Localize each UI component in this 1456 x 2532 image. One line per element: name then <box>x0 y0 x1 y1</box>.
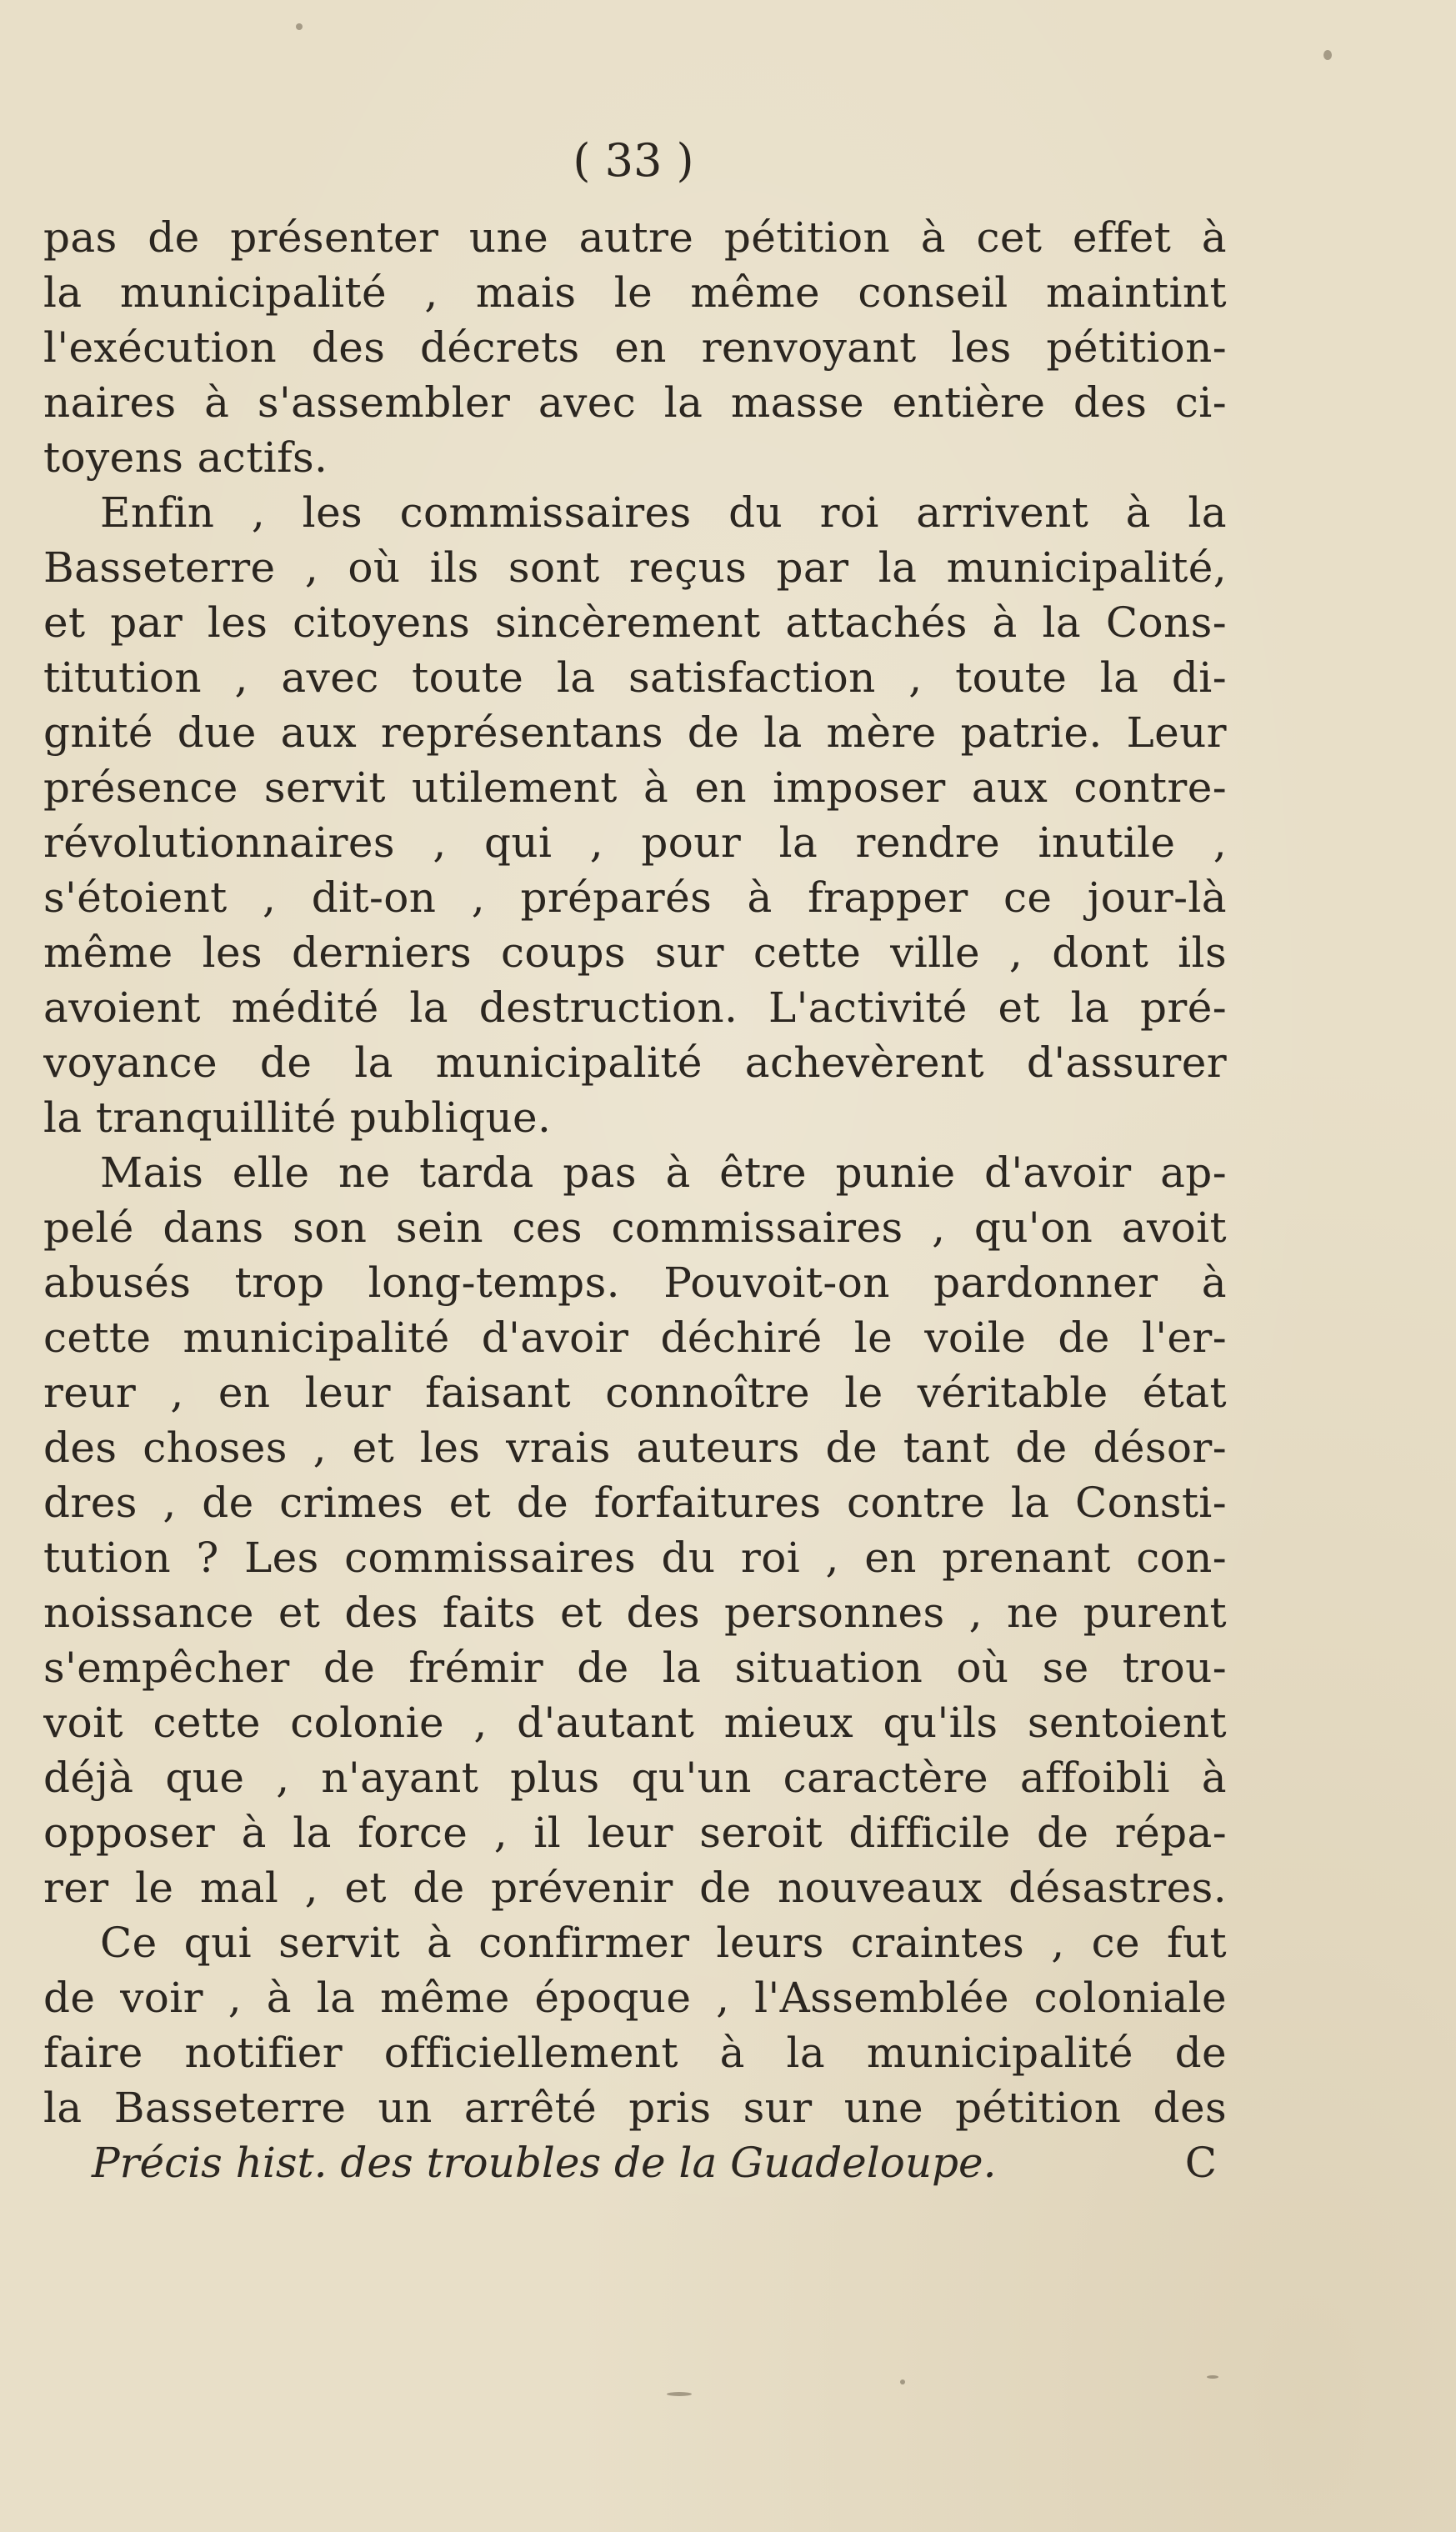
signature-mark: C <box>1184 2139 1217 2187</box>
text-line: déjà que , n'ayant plus qu'un caractère affoibli à <box>43 1754 1227 1802</box>
paper-speck <box>1323 50 1332 60</box>
text-line: abusés trop long-temps. Pouvoit-on pardonner à <box>43 1258 1227 1307</box>
text-line: tution ? Les commissaires du roi , en prenant con- <box>43 1534 1227 1582</box>
paper-speck <box>1207 2375 1218 2379</box>
text-line: cette municipalité d'avoir déchiré le voile de l'er- <box>43 1314 1227 1362</box>
text-line: voyance de la municipalité achevèrent d'assurer <box>43 1038 1227 1087</box>
text-line: la municipalité , mais le même conseil maintint <box>43 268 1227 317</box>
footer-title: Précis hist. des troubles de la Guadeloupe. <box>92 2139 997 2187</box>
text-line: l'exécution des décrets en renvoyant les pétition- <box>43 323 1227 372</box>
text-line: reur , en leur faisant connoître le véritable état <box>43 1369 1227 1417</box>
text-line: s'empêcher de frémir de la situation où se trou- <box>43 1644 1227 1692</box>
text-line: s'étoient , dit-on , préparés à frapper ce jour-là <box>43 873 1227 922</box>
text-line: des choses , et les vrais auteurs de tant de désor- <box>43 1424 1227 1472</box>
text-line: la Basseterre un arrêté pris sur une pétition des <box>43 2084 1227 2132</box>
text-line: naires à s'assembler avec la masse entière des ci- <box>43 378 1227 427</box>
text-line: rer le mal , et de prévenir de nouveaux désastres. <box>43 1864 1227 1912</box>
text-line: Enfin , les commissaires du roi arrivent à la <box>100 488 1227 537</box>
text-line: présence servit utilement à en imposer aux contre- <box>43 763 1227 812</box>
text-line: opposer à la force , il leur seroit difficile de répa- <box>43 1809 1227 1857</box>
text-line: de voir , à la même époque , l'Assemblée coloniale <box>43 1974 1227 2022</box>
running-footer <box>92 2137 1217 2189</box>
text-line: Ce qui servit à confirmer leurs craintes , ce fut <box>100 1919 1227 1967</box>
text-line: et par les citoyens sincèrement attachés à la Cons- <box>43 598 1227 647</box>
text-line: faire notifier officiellement à la municipalité de <box>43 2029 1227 2077</box>
page-number: ( 33 ) <box>573 134 694 187</box>
text-line: gnité due aux représentans de la mère patrie. Leur <box>43 708 1227 757</box>
text-line: toyens actifs. <box>43 433 328 482</box>
text-line: pelé dans son sein ces commissaires , qu'on avoit <box>43 1203 1227 1252</box>
text-line: même les derniers coups sur cette ville , dont ils <box>43 928 1227 977</box>
text-line: Mais elle ne tarda pas à être punie d'avoir ap- <box>100 1148 1227 1197</box>
paper-speck <box>900 2379 905 2384</box>
text-line: la tranquillité publique. <box>43 1093 552 1142</box>
text-line: pas de présenter une autre pétition à cet effet à <box>43 213 1227 262</box>
text-line: titution , avec toute la satisfaction , toute la di- <box>43 653 1227 702</box>
text-line: dres , de crimes et de forfaitures contre la Consti- <box>43 1479 1227 1527</box>
text-line: révolutionnaires , qui , pour la rendre inutile , <box>43 818 1227 867</box>
text-line: voit cette colonie , d'autant mieux qu'ils sentoient <box>43 1699 1227 1747</box>
text-line: avoient médité la destruction. L'activité et la pré- <box>43 983 1227 1032</box>
paper-speck <box>296 23 303 30</box>
text-line: noissance et des faits et des personnes , ne purent <box>43 1589 1227 1637</box>
text-line: Basseterre , où ils sont reçus par la municipalité, <box>43 543 1227 592</box>
paper-speck <box>667 2392 692 2396</box>
